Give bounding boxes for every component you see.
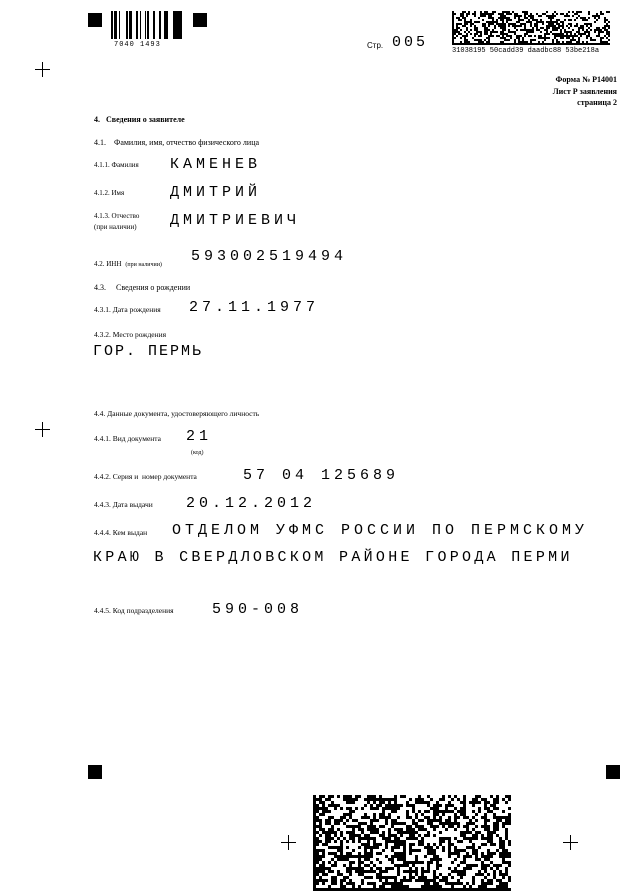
issued-by-label: 4.4.4. Кем выдан (94, 528, 148, 537)
birth-place-value: ГОР. ПЕРМЬ (93, 343, 204, 360)
division-code-value: 590-008 (212, 601, 304, 618)
issued-by-line1: ОТДЕЛОМ УФМС РОССИИ ПО ПЕРМСКОМУ (172, 522, 589, 539)
issue-date-value: 20.12.2012 (186, 495, 317, 512)
crosshair-mark (281, 835, 296, 850)
form-number: Форма № Р14001 (555, 75, 617, 84)
registration-marker (193, 13, 207, 27)
birth-title: 4.3. Сведения о рождении (94, 283, 191, 292)
inn-value: 593002519494 (191, 248, 348, 265)
registration-marker (88, 13, 102, 27)
issue-date-label: 4.4.3. Дата выдачи (94, 500, 153, 509)
crosshair-mark (563, 835, 578, 850)
doc-type-value: 21 (186, 428, 213, 445)
division-code-label: 4.4.5. Код подразделения (94, 606, 174, 615)
page-number: 005 (392, 34, 429, 51)
top-2d-barcode (452, 11, 610, 45)
crosshair-mark (35, 422, 50, 437)
section-title: 4. Сведения о заявителе (94, 115, 185, 124)
linear-barcode (111, 11, 183, 39)
page-in-sheet: страница 2 (577, 98, 617, 107)
doc-series-label: 4.4.2. Серия и номер документа (94, 472, 197, 481)
birth-place-label: 4.3.2. Место рождения (94, 330, 167, 339)
name-label: 4.1.2. Имя (94, 189, 125, 197)
patronymic-note: (при наличии) (94, 223, 137, 231)
page-label: Стр. (367, 41, 384, 50)
bottom-2d-barcode (313, 795, 511, 891)
document-title: 4.4. Данные документа, удостоверяющего личность (94, 409, 260, 418)
barcode-number: 7040 1493 (114, 41, 161, 49)
doc-type-note: (код) (191, 450, 204, 456)
surname-value: КАМЕНЕВ (170, 156, 262, 173)
fio-title: 4.1. Фамилия, имя, отчество физического лица (94, 138, 260, 147)
registration-marker (606, 765, 620, 779)
patronymic-value: ДМИТРИЕВИЧ (170, 212, 301, 229)
doc-type-label: 4.4.1. Вид документа (94, 434, 161, 443)
inn-label: 4.2. ИНН (при наличии) (94, 260, 162, 268)
issued-by-line2: КРАЮ В СВЕРДЛОВСКОМ РАЙОНЕ ГОРОДА ПЕРМИ (93, 549, 573, 566)
birth-date-label: 4.3.1. Дата рождения (94, 305, 161, 314)
crosshair-mark (35, 62, 50, 77)
patronymic-label: 4.1.3. Отчество (94, 212, 140, 220)
surname-label: 4.1.1. Фамилия (94, 161, 139, 169)
registration-marker (88, 765, 102, 779)
birth-date-value: 27.11.1977 (189, 299, 320, 316)
sheet-label: Лист Р заявления (552, 87, 617, 96)
doc-series-value: 57 04 125689 (243, 467, 400, 484)
code-text: 31038195 50cadd39 daadbc88 53be218a (452, 47, 600, 55)
name-value: ДМИТРИЙ (170, 184, 262, 201)
